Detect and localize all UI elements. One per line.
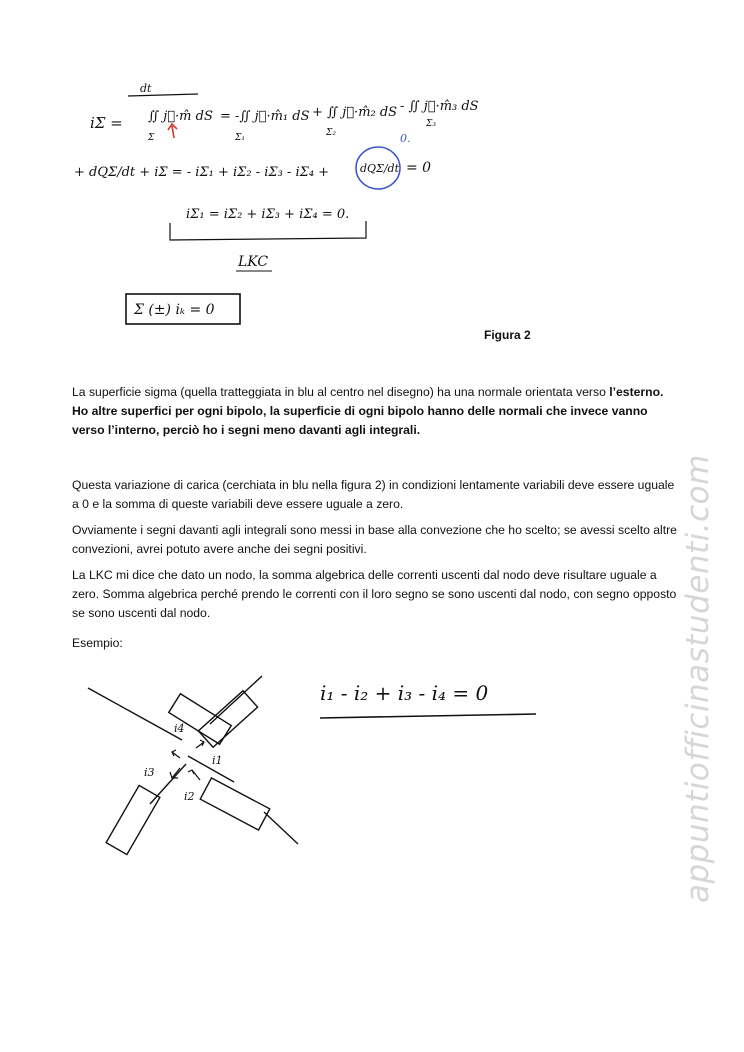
boxed-formula: Σ (±) iₖ = 0 [134,302,215,318]
resistor-icon [106,785,160,854]
row1-term-3: - ∬ j⃗·m̂₃ dS [400,99,479,114]
paragraph-1 [72,383,682,440]
row2-end: = 0 [406,160,432,176]
current-label-0: i4 [174,722,185,735]
arrow-icon [196,740,204,748]
current-label-1: i1 [212,754,223,767]
row1-dt: dt [140,82,152,95]
current-label-2: i3 [144,766,155,779]
red-arrow-icon [168,124,177,138]
row1-sub-3: Σ₃ [426,119,436,129]
row2-circled: dQΣ/dt [360,162,400,175]
watermark: appuntiofficinastudenti.com [680,454,716,903]
row1-sub-2: Σ₂ [326,128,336,138]
equations-svg [70,78,510,338]
node-example-drawing [84,668,544,883]
current-label-3: i2 [184,790,195,803]
row1-sub-0: Σ [148,133,155,143]
row1-term-0: ∬ j⃗·m̂ dS [148,109,213,124]
paragraph-5: Esempio: [72,636,123,650]
lkc-label: LKC [238,254,269,270]
row2-text: + dQΣ/dt + iΣ = - iΣ₁ + iΣ₂ - iΣ₃ - iΣ₄ + [74,165,330,180]
arrow-icon [188,770,200,780]
row1-term-1: = -∬ j⃗·m̂₁ dS [220,109,310,124]
example-equation: i₁ - i₂ + i₃ - i₄ = 0 [320,681,489,705]
paragraph-1-normal: La superficie sigma (quella tratteggiata in blu al centro nel disegno) ha una normale orientata verso [72,385,610,399]
row2-zero-note: 0. [400,132,411,145]
row3-text: iΣ₁ = iΣ₂ + iΣ₃ + iΣ₄ = 0. [186,207,350,222]
row1-term-2: + ∬ j⃗·m̂₂ dS [312,105,398,120]
paragraph-4: La LKC mi dice che dato un nodo, la somma algebrica delle correnti uscenti dal nodo deve risultare uguale a zero. Somma algebrica perché prendo le correnti con il loro segno se sono uscenti dal nodo, con segno opposto se sono uscenti dal nodo. [72,568,677,620]
resistor-icon [200,778,270,830]
row1-sub-1: Σ₁ [235,133,245,143]
handwritten-equations-figure [70,78,510,343]
paragraph-2: Questa variazione di carica (cerchiata in blu nella figura 2) in condizioni lentamente variabili deve essere uguale a 0 e la somma di queste variabili deve essere uguale a zero. [72,478,675,511]
paragraph-1-bold: l’esterno. Ho altre superfici per ogni bipolo, la superficie di ogni bipolo hanno delle normali che invece vanno verso l’interno, perciò ho i segni meno davanti agli integrali. [72,385,664,437]
arrow-icon [172,750,180,758]
node-example-svg [84,668,544,878]
resistor-icon [169,694,232,744]
figure-caption: Figura 2 [484,328,531,342]
resistor-icon [198,691,257,747]
paragraph-3: Ovviamente i segni davanti agli integrali sono messi in base alla convezione che ho scelto; se avessi scelto altre convezioni, avrei potuto avere anche dei segni positivi. [72,523,677,556]
row1-lhs: iΣ = [90,114,123,132]
